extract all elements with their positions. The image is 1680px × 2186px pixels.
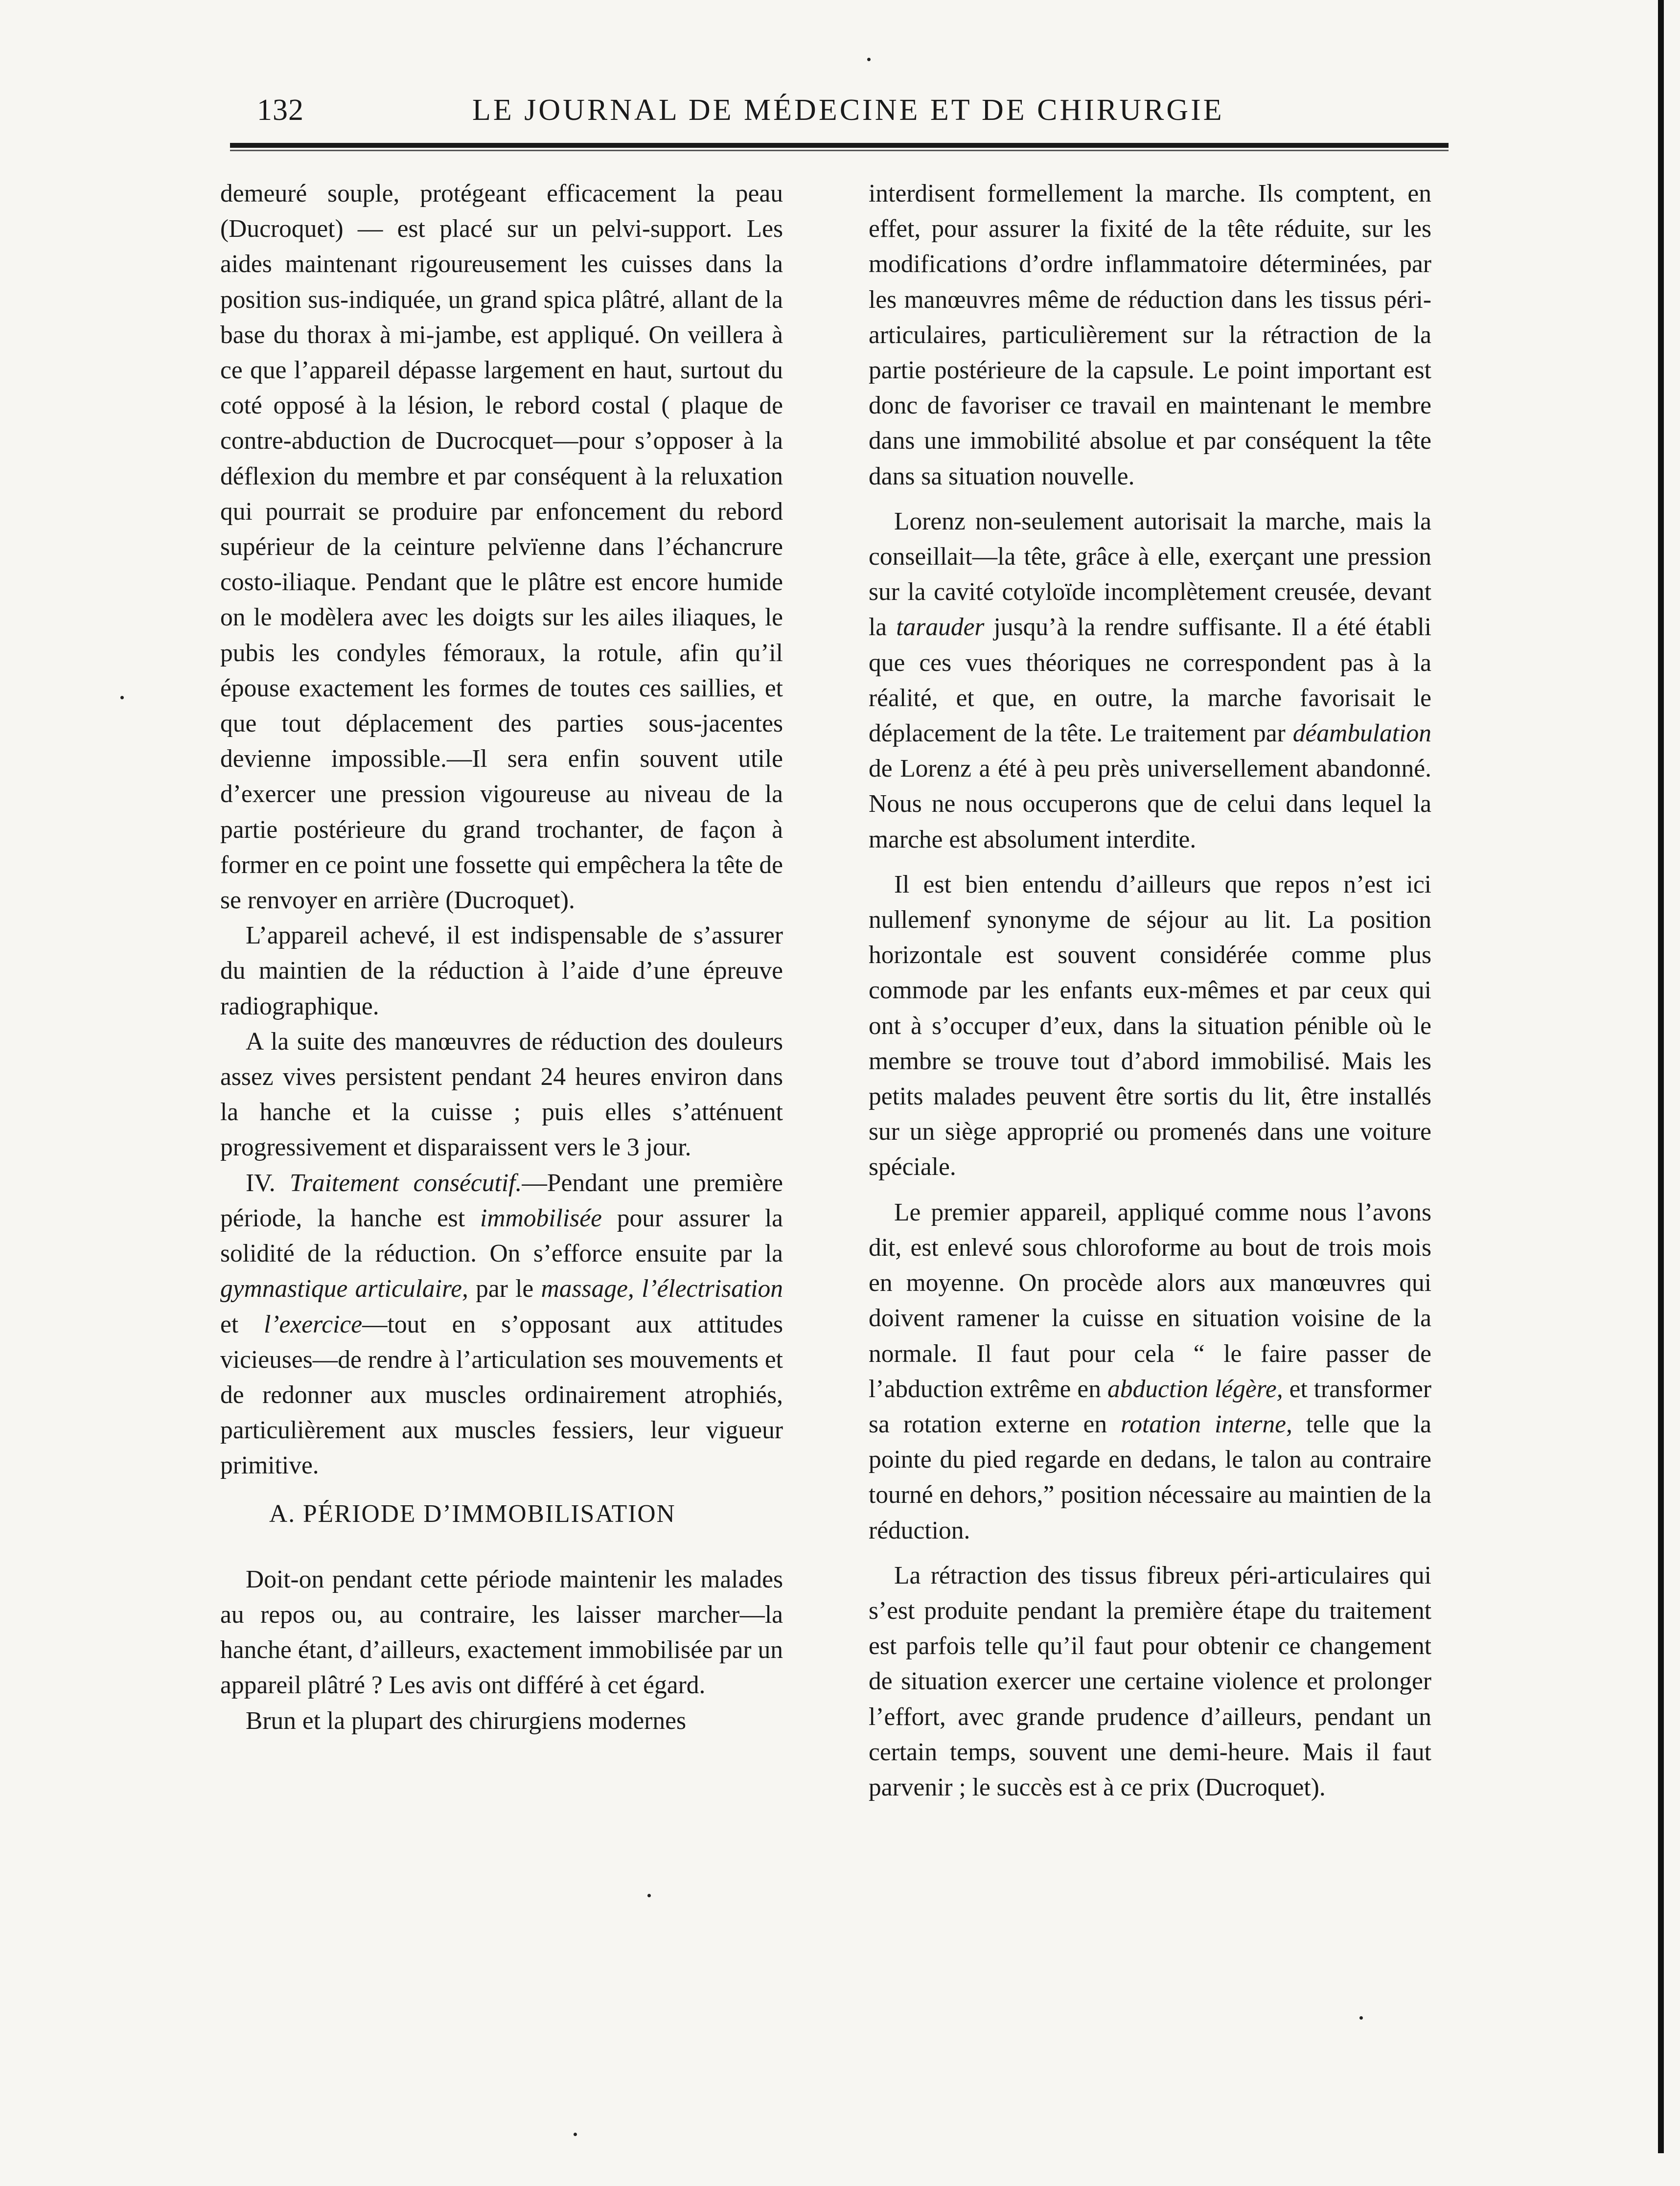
paragraph: Doit-on pendant cette période maintenir les malades au repos ou, au contraire, les laisser marcher—la hanche étant, d’ailleurs, exactement immobilisée par un appareil plâtré ? Les avis ont différé à cet égard. — [220, 1565, 783, 1700]
right-column — [869, 176, 1431, 1805]
paragraph: Le premier appareil, appliqué comme nous l’avons dit, est enlevé sous chloroforme au bout de trois mois en moyenne. On procède alors aux manœuvres qui doivent ramener la cuisse en situation voisine de la normale. Il faut pour cela “ le faire passer de l’abduction extrême en abduction légère, et transformer sa rotation externe en rotation interne, telle que la pointe du pied regarde en dedans, le talon au contraire tourné en dehors,” position nécessaire au maintien de la réduction. — [869, 1198, 1431, 1544]
header-rule — [230, 143, 1449, 148]
scan-speck — [574, 2133, 577, 2136]
paragraph: Lorenz non-seulement autorisait la marche, mais la conseillait—la tête, grâce à elle, exerçant une pression sur la cavité cotyloïde incomplètement creusée, devant la tarauder jusqu’à la rendre suffisante. Il a été établi que ces vues théoriques ne correspondent pas à la réalité, et que, en outre, la marche favorisait le déplacement de la tête. Le traitement par déambulation de Lorenz a été à peu près universellement abandonné. Nous ne nous occuperons que de celui dans lequel la marche est absolument interdite. — [869, 507, 1432, 853]
header-rule-thin — [230, 150, 1449, 151]
page-header — [257, 93, 1451, 137]
scan-speck — [120, 696, 124, 699]
paragraph: demeuré souple, protégeant efficacement la peau (Ducroquet) — est placé sur un pelvi-support. Les aides maintenant rigoureusement les cuisses dans la position sus-indiquée, un grand spica plâtré, allant de la base du thorax à mi-jambe, est appliqué. On veillera à ce que l’appareil dépasse largement en haut, surtout du coté opposé à la lésion, le rebord costal ( plaque de contre-abduction de Ducrocquet—pour s’opposer à la déflexion du membre et par conséquent à la reluxation qui pourrait se produire par enfoncement du rebord supérieur de la ceinture pelvïenne dans l’échancrure costo-iliaque. Pendant que le plâtre est encore humide on le modèlera avec les doigts sur les ailes iliaques, le pubis les condyles fémoraux, la rotule, afin qu’il épouse exactement les formes de toutes ces saillies, et que tout déplacement des parties sous-jacentes devienne impossible.—Il sera enfin souvent utile d’exercer une pression vigoureuse au niveau de la partie postérieure du grand trochanter, de façon à former en ce point une fossette qui empêchera la tête de se renvoyer en arrière (Ducroquet). — [220, 180, 783, 915]
italic-term: Traitement consécutif. — [290, 1169, 522, 1197]
paragraph: A la suite des manœuvres de réduction des douleurs assez vives persistent pendant 24 heures environ dans la hanche et la cuisse ; puis elles s’atténuent progressivement et disparaissent vers le 3 jour. — [220, 1027, 783, 1162]
left-column — [220, 176, 783, 1739]
paragraph: La rétraction des tissus fibreux péri-articulaires qui s’est produite pendant la première étape du traitement est parfois telle qu’il faut pour obtenir ce changement de situation exercer une certaine violence et prolonger l’effort, avec grande prudence d’ailleurs, pendant un certain temps, souvent une demi-heure. Mais il faut parvenir ; le succès est à ce prix (Ducroquet). — [869, 1561, 1431, 1801]
italic-term: massage, l’électrisation — [541, 1275, 783, 1303]
paragraph: IV. Traitement consécutif.—Pendant une première période, la hanche est immobilisée pour assurer la solidité de la réduction. On s’efforce ensuite par la gymnastique articulaire, par le massage, l’électrisation et l’exercice—tout en s’opposant aux attitudes vicieuses—de rendre à l’articulation ses mouvements et de redonner aux muscles ordinairement atrophiés, particulièrement aux muscles fessiers, leur vigueur primitive. — [220, 1169, 783, 1480]
italic-term: immobilisée — [480, 1204, 602, 1232]
italic-term: gymnastique articulaire, — [220, 1275, 468, 1303]
page-edge-bar — [1658, 0, 1664, 2153]
italic-term: l’exercice — [264, 1310, 363, 1338]
scan-speck — [1359, 2016, 1363, 2020]
page-number: 132 — [257, 93, 304, 127]
paragraph: Brun et la plupart des chirurgiens modernes — [246, 1706, 687, 1735]
paragraph: interdisent formellement la marche. Ils comptent, en effet, pour assurer la fixité de la tête réduite, sur les modifications d’ordre inflammatoire déterminées, par les manœuvres même de réduction dans les tissus péri-articulaires, particulièrement sur la rétraction de la partie postérieure de la capsule. Le point important est donc de favoriser ce travail en maintenant le membre dans une immobilité absolue et par conséquent la tête dans sa situation nouvelle. — [869, 180, 1431, 490]
paragraph: L’appareil achevé, il est indispensable de s’assurer du maintien de la réduction à l’aide d’une épreuve radiographique. — [220, 921, 783, 1020]
paragraph: Il est bien entendu d’ailleurs que repos n’est ici nullemenf synonyme de séjour au lit. La position horizontale est souvent considérée comme plus commode par les enfants eux-mêmes et par ceux qui ont à s’occuper d’eux, dans la situation pénible où le membre se trouve tout d’abord immobilisé. Mais les petits malades peuvent être sortis du lit, être installés sur un siège approprié ou promenés dans une voiture spéciale. — [869, 870, 1431, 1181]
scan-speck — [867, 58, 871, 61]
scan-speck — [647, 1894, 651, 1897]
italic-term: rotation interne, — [1121, 1410, 1292, 1438]
section-heading: A. PÉRIODE D’IMMOBILISATION — [269, 1499, 676, 1528]
running-title: LE JOURNAL DE MÉDECINE ET DE CHIRURGIE — [472, 93, 1224, 127]
italic-term: déambulation — [1292, 719, 1431, 748]
italic-term: abduction légère, — [1107, 1375, 1283, 1403]
italic-term: tarauder — [896, 613, 985, 642]
